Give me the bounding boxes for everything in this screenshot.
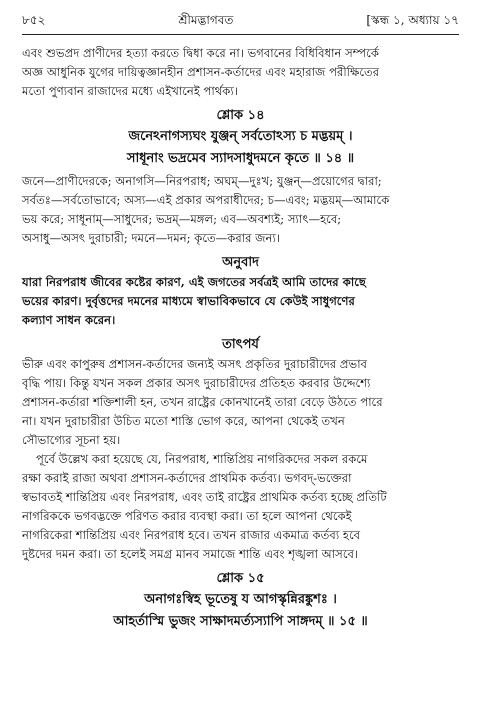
purport-paragraph-1 bbox=[22, 355, 459, 450]
intro-paragraph bbox=[22, 44, 459, 101]
sloka-15-heading: শ্লোক ১৫ bbox=[216, 571, 265, 586]
text-line: এবং শুভপ্রদ প্রাণীদের হত্যা করতে দ্বিধা করে না। ভগবানের বিধিবিধান সম্পর্কে bbox=[22, 46, 379, 60]
text-line: ভীরু এবং কাপুরুষ প্রশাসন-কর্তাদের জন্যই অসৎ প্রকৃতির দুরাচারীদের প্রভাব bbox=[22, 357, 368, 371]
synonyms bbox=[22, 172, 459, 248]
page-number: ৮৫২ bbox=[22, 13, 46, 27]
text-line: সর্বতঃ—সর্বতোভাবে; অস্য—এই প্রকার অপরাধীদের; চ—এবং; মদ্ভয়ম্—আমাকে bbox=[22, 193, 390, 207]
verse-line: জনেঽনাগস্যঘং যুঞ্জন্ সর্বতোঽস্য চ মদ্ভয়ম্ । bbox=[128, 129, 353, 144]
verse-line: অনাগঃস্বিহ ভূতেষু য আগস্কৃন্নিরঙ্কুশঃ । bbox=[144, 592, 337, 607]
verse-line: আহর্তাস্মি ভুজং সাক্ষাদমর্ত্যস্যাপি সাঙ্গদম্ ॥ ১৫ ॥ bbox=[113, 614, 368, 629]
text-line: স্বভাবতই শান্তিপ্রিয় এবং নিরপরাধ, এবং তাই রাষ্ট্রের প্রাথমিক কর্তব্য হচ্ছে প্রতিটি bbox=[22, 490, 387, 504]
text-line: প্রশাসন-কর্তারা শক্তিশালী হন, তখন রাষ্ট্রের কোনখানেই তারা বেড়ে উঠতে পারে bbox=[22, 395, 383, 409]
text-line: দুষ্টদের দমন করা। তা হলেই সমগ্র মানব সমাজে শান্তি এবং শৃঙ্খলা আসবে। bbox=[22, 547, 359, 561]
verse-line: সাধূনাং ভদ্রমেব স্যাদসাধুদমনে কৃতে ॥ ১৪ ॥ bbox=[126, 151, 355, 166]
text-line: না। যখন দুরাচারীরা উচিত মতো শাস্তি ভোগ করে, আপনা থেকেই তখন bbox=[22, 414, 345, 428]
text-line: ভয়ের কারণ। দুর্বৃত্তদের দমনের মাধ্যমে স্বাভাবিকভাবে যে কেউই সাধুগণের bbox=[22, 294, 355, 308]
text-line: নাগরিকেরা শান্তিপ্রিয় এবং নিরপরাধ হবে। তখন রাজার একমাত্র কর্তব্য হবে bbox=[22, 528, 361, 542]
page-header bbox=[22, 12, 459, 32]
sloka-14-heading: শ্লোক ১৪ bbox=[216, 108, 265, 123]
section-label: [স্কন্ধ ১, অধ্যায় ১৭ bbox=[366, 13, 459, 27]
translation-text bbox=[22, 273, 459, 330]
purport-heading: তাৎপর্য bbox=[222, 337, 259, 352]
purport-paragraph-2 bbox=[22, 450, 459, 564]
sloka-14-verse bbox=[22, 126, 459, 170]
text-line: বৃদ্ধি পায়। কিন্তু যখন সকল প্রকার অসৎ দুরাচারীদের প্রতিহত করবার উদ্দেশ্যে bbox=[22, 376, 371, 390]
text-line: রক্ষা করাই রাজা অথবা প্রশাসন-কর্তাদের প্রাথমিক কর্তব্য। ভগবদ্-ভক্তেরা bbox=[22, 471, 352, 485]
translation-heading: অনুবাদ bbox=[222, 255, 259, 270]
text-line: ভয় করে; সাধূনাম্—সাধুদের; ভদ্রম্—মঙ্গল; এব—অবশ্যই; স্যাৎ—হবে; bbox=[22, 212, 342, 226]
header-rule bbox=[22, 34, 459, 35]
text-line: অজ্ঞ আধুনিক যুগের দায়িত্বজ্ঞানহীন প্রশাসন-কর্তাদের এবং মহারাজ পরীক্ষিতের bbox=[22, 65, 380, 79]
text-line: মতো পুণ্যবান রাজাদের মধ্যে এইখানেই পার্থক্য। bbox=[22, 84, 238, 98]
text-line: যারা নিরপরাধ জীবের কষ্টের কারণ, এই জগতের সর্বত্রই আমি তাদের কাছে bbox=[22, 275, 366, 289]
text-line: সৌভাগ্যের সূচনা হয়। bbox=[22, 433, 121, 447]
book-title: শ্রীমদ্ভাগবত bbox=[178, 13, 234, 27]
text-line: পূর্বে উল্লেখ করা হয়েছে যে, নিরপরাধ, শান্তিপ্রিয় নাগরিকদের সকল রকমে bbox=[36, 452, 368, 466]
text-line: নাগরিককে ভগবদ্ভক্তে পরিণত করার ব্যবস্থা করা। তা হলে আপনা থেকেই bbox=[22, 509, 352, 523]
text-line: অসাধু—অসৎ দুরাচারী; দমনে—দমন; কৃতে—করার জন্য। bbox=[22, 231, 280, 245]
text-line: জনে—প্রাণীদেরকে; অনাগসি—নিরপরাধ; অঘম্—দুঃখ; যুঞ্জন্—প্রয়োগের দ্বারা; bbox=[22, 174, 382, 188]
text-line: কল্যাণ সাধন করেন। bbox=[22, 313, 116, 327]
sloka-15-verse bbox=[22, 589, 459, 633]
